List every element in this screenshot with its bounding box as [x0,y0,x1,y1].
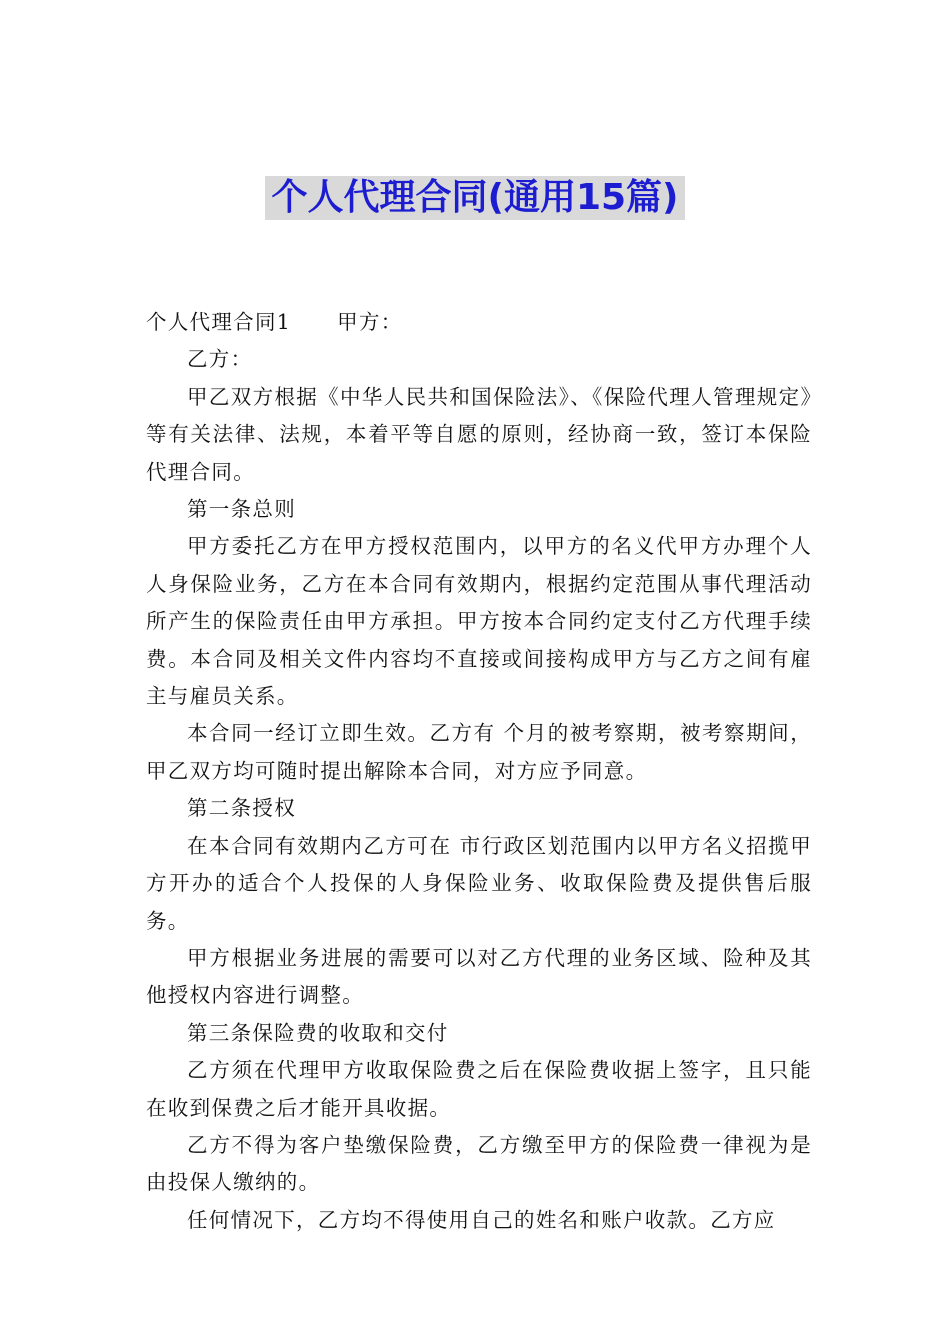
paragraph: 本合同一经订立即生效。乙方有 个月的被考察期，被考察期间，甲乙双方均可随时提出解除本合同，对方应予同意。 [146,721,812,783]
paragraph: 乙方： [187,347,253,372]
document-body [146,304,812,1239]
paragraph: 乙方不得为客户垫缴保险费，乙方缴至甲方的保险费一律视为是由投保人缴纳的。 [146,1132,812,1195]
paragraph: 甲方根据业务进展的需要可以对乙方代理的业务区域、险种及其他授权内容进行调整。 [146,945,812,1008]
party-a-label: 甲方： [337,310,403,334]
paragraph: 甲乙双方根据《中华人民共和国保险法》、《保险代理人管理规定》等有关法律、法规，本着平等自愿的原则，经协商一致，签订本保险代理合同。 [146,384,812,484]
clause-heading: 第一条总则 [187,497,296,522]
clause-heading: 第二条授权 [187,796,296,821]
paragraph: 甲方委托乙方在甲方授权范围内，以甲方的名义代甲方办理个人人身保险业务，乙方在本合同有效期内，根据约定范围从事代理活动所产生的保险责任由甲方承担。甲方按本合同约定支付乙方代理手续费。本合同及相关文件内容均不直接或间接构成甲方与乙方之间有雇主与雇员关系。 [146,534,812,709]
title-wrap [0,176,950,220]
paragraph: 在本合同有效期内乙方可在 市行政区划范围内以甲方名义招揽甲方开办的适合个人投保的人身保险业务、收取保险费及提供售后服务。 [146,833,812,933]
document-title: 个人代理合同(通用15篇) [265,176,684,220]
paragraph: 乙方须在代理甲方收取保险费之后在保险费收据上签字，且只能在收到保费之后才能开具收据。 [146,1058,812,1120]
paragraph: 任何情况下，乙方均不得使用自己的姓名和账户收款。乙方应 [187,1207,776,1232]
section-heading: 个人代理合同1 [146,310,292,334]
first-line [146,304,812,341]
clause-heading: 第三条保险费的收取和交付 [187,1020,449,1045]
